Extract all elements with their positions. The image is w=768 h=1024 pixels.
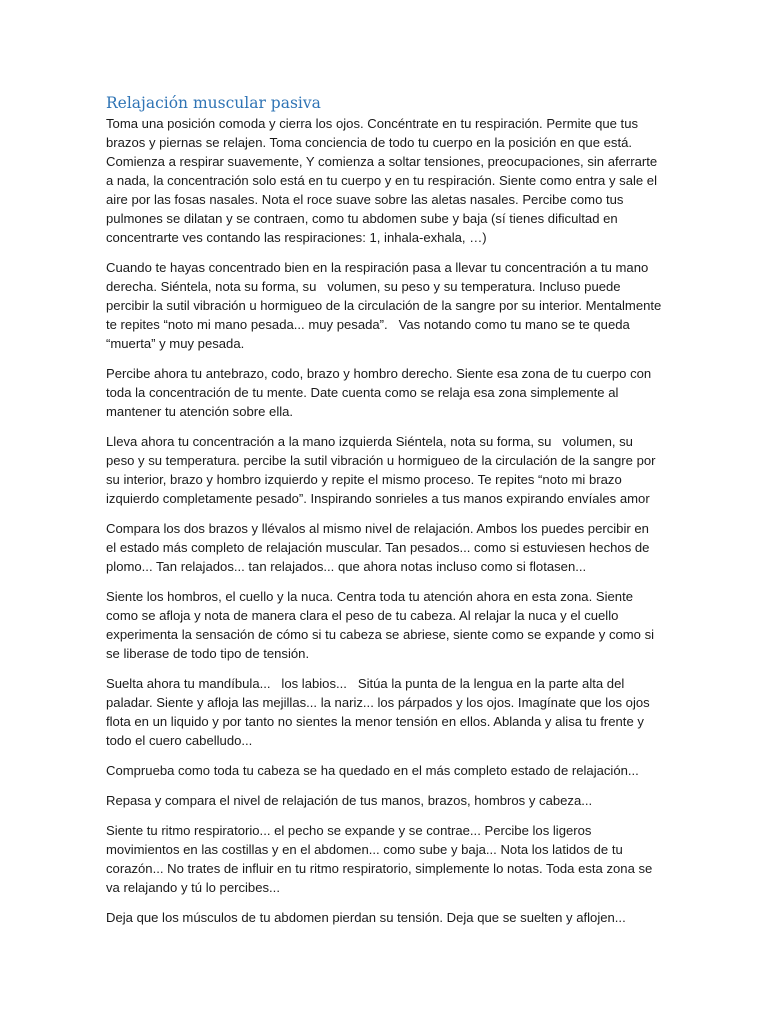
- paragraph: Lleva ahora tu concentración a la mano izquierda Siéntela, nota su forma, su volumen, su peso y su temperatura. percibe la sutil vibración u hormigueo de la circulación de la sangre por su interior, brazo y hombro izquierdo y repite el mismo proceso. Te repites “noto mi brazo izquierdo completamente pesado”. Inspirando sonrieles a tus manos expirando envíales amor: [106, 434, 660, 506]
- document-body: [106, 93, 665, 938]
- paragraph: Compara los dos brazos y llévalos al mismo nivel de relajación. Ambos los puedes percibir en el estado más completo de relajación muscular. Tan pesados... como si estuviesen hechos de plomo... Tan relajados... tan relajados... que ahora notas incluso como si flotasen...: [106, 521, 654, 574]
- paragraph: Siente tu ritmo respiratorio... el pecho se expande y se contrae... Percibe los ligeros movimientos en las costillas y en el abdomen... como sube y baja... Nota los latidos de tu corazón... No trates de influir en tu ritmo respiratorio, simplemente lo notas. Toda esta zona se va relajando y tú lo percibes...: [106, 823, 656, 895]
- paragraph: Toma una posición comoda y cierra los ojos. Concéntrate en tu respiración. Permite que tus brazos y piernas se relajen. Toma conciencia de todo tu cuerpo en la posición en que está. Comienza a respirar suavemente, Y comienza a soltar tensiones, preocupaciones, sin aferrarte a nada, la concentración solo está en tu cuerpo y en tu respiración. Siente como entra y sale el aire por las fosas nasales. Nota el roce suave sobre las aletas nasales. Percibe como tus pulmones se dilatan y se contraen, como tu abdomen sube y baja (sí tienes dificultad en concentrarte ves contando las respiraciones: 1, inhala-exhala, …): [106, 116, 661, 245]
- paragraph: Suelta ahora tu mandíbula... los labios... Sitúa la punta de la lengua en la parte alta del paladar. Siente y afloja las mejillas... la nariz... los párpados y los ojos. Imagínate que los ojos flota en un liquido y por tanto no sientes la menor tensión en ellos. Ablanda y alisa tu frente y todo el cuero cabelludo...: [106, 676, 654, 748]
- paragraph: Siente los hombros, el cuello y la nuca. Centra toda tu atención ahora en esta zona. Siente como se afloja y nota de manera clara el peso de tu cabeza. Al relajar la nuca y el cuello experimenta la sensación de cómo si tu cabeza se abriese, siente como se expande y como si se liberase de todo tipo de tensión.: [106, 589, 658, 661]
- paragraph: Deja que los músculos de tu abdomen pierdan su tensión. Deja que se suelten y aflojen...: [106, 910, 626, 925]
- paragraph: Repasa y compara el nivel de relajación de tus manos, brazos, hombros y cabeza...: [106, 793, 593, 808]
- paragraph: Percibe ahora tu antebrazo, codo, brazo y hombro derecho. Siente esa zona de tu cuerpo con toda la concentración de tu mente. Date cuenta como se relaja esa zona simplemente al mantener tu atención sobre ella.: [106, 366, 655, 419]
- document-title: Relajación muscular pasiva: [106, 94, 321, 112]
- paragraph: Comprueba como toda tu cabeza se ha quedado en el más completo estado de relajación...: [106, 763, 639, 778]
- paragraph: Cuando te hayas concentrado bien en la respiración pasa a llevar tu concentración a tu mano derecha. Siéntela, nota su forma, su volumen, su peso y su temperatura. Incluso puede percibir la sutil vibración u hormigueo de la circulación de la sangre por su interior. Mentalmente te repites “noto mi mano pesada... muy pesada”. Vas notando como tu mano se te queda “muerta” y muy pesada.: [106, 260, 665, 351]
